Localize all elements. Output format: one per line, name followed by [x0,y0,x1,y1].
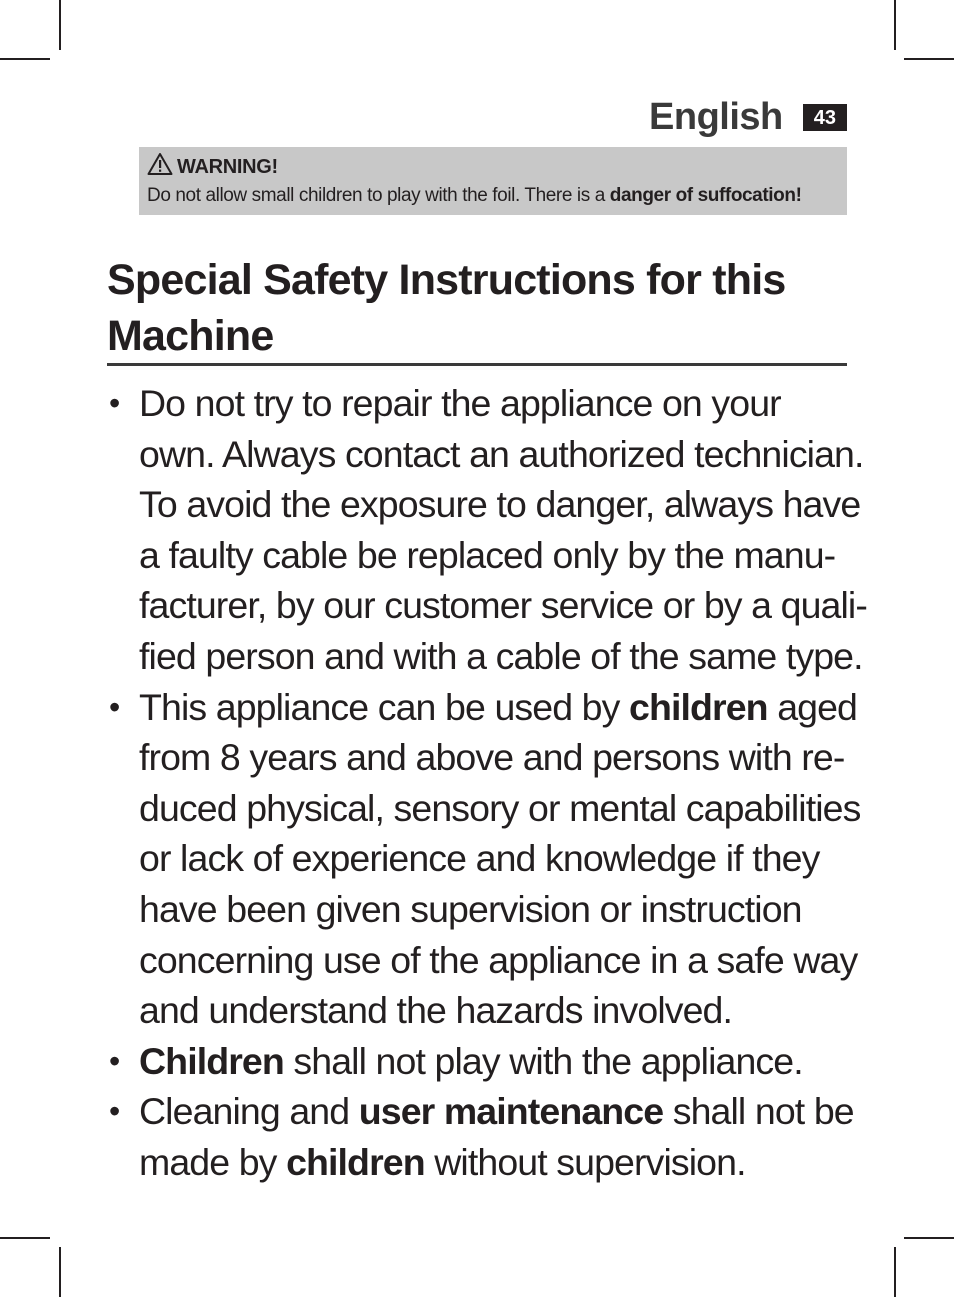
crop-mark [59,0,61,50]
section-title-line: Machine [107,312,274,360]
bullet: • [109,1093,120,1130]
text-segment: This appliance can be used by [139,685,629,728]
section-title [107,252,847,364]
warning-text-bold: danger of suffocation! [609,185,802,206]
text-line: a faulty cable be replaced only by the manu- [139,533,836,576]
text-line: concerning use of the appliance in a safe way [139,938,858,981]
warning-text-plain: Do not allow small children to play with the foil. There is a [147,185,610,206]
text-line: Do not try to repair the appliance on your [139,382,781,424]
warning-title: WARNING! [177,155,278,178]
list-item [107,1086,867,1187]
bullet: • [109,385,120,421]
list-item [107,682,867,1036]
text-line: from 8 years and above and persons with re- [139,736,845,779]
crop-mark [894,0,896,50]
text-segment: Cleaning and [139,1090,359,1133]
section-title-line: Special Safety Instructions for this [107,256,786,304]
warning-text [147,185,839,207]
bullet: • [109,1042,120,1079]
emphasis-children: children [629,685,768,728]
crop-mark [904,58,954,60]
text-line [139,1086,867,1137]
crop-mark [904,1237,954,1239]
language-label: English [649,96,783,138]
text-line: and understand the hazards involved. [139,989,733,1032]
text-segment: without supervision. [424,1140,746,1183]
text-line [139,1036,867,1087]
text-line: have been given supervision or instruction [139,887,802,930]
text-line [139,1137,867,1188]
page-header [649,96,847,139]
emphasis-user-maintenance: user maintenance [358,1090,664,1133]
text-line: or lack of experience and knowledge if they [139,837,820,880]
crop-mark [59,1247,61,1297]
crop-mark [894,1247,896,1297]
safety-instructions-list [107,378,867,1188]
warning-triangle-icon [147,152,173,182]
bullet: • [109,688,120,725]
crop-mark [0,58,50,60]
text-segment: shall not be [663,1090,854,1133]
emphasis-children: children [286,1140,425,1183]
text-segment: shall not play with the appliance. [283,1039,803,1082]
title-underline [107,363,847,366]
warning-box [139,147,847,215]
emphasis-children: Children [139,1039,284,1082]
text-line [139,682,867,733]
text-segment: made by [139,1140,287,1183]
text-line: To avoid the exposure to danger, always have [139,483,861,526]
page-number: 43 [803,104,847,131]
text-segment: aged [767,685,858,728]
crop-mark [0,1237,50,1239]
warning-title-row [147,153,839,181]
list-item [107,1036,867,1087]
text-line: duced physical, sensory or mental capabilities [139,786,861,829]
list-item [107,378,867,682]
text-line: fied person and with a cable of the same type. [139,634,863,677]
text-line: own. Always contact an authorized technician. [139,432,864,475]
text-line: facturer, by our customer service or by a quali- [139,584,867,627]
